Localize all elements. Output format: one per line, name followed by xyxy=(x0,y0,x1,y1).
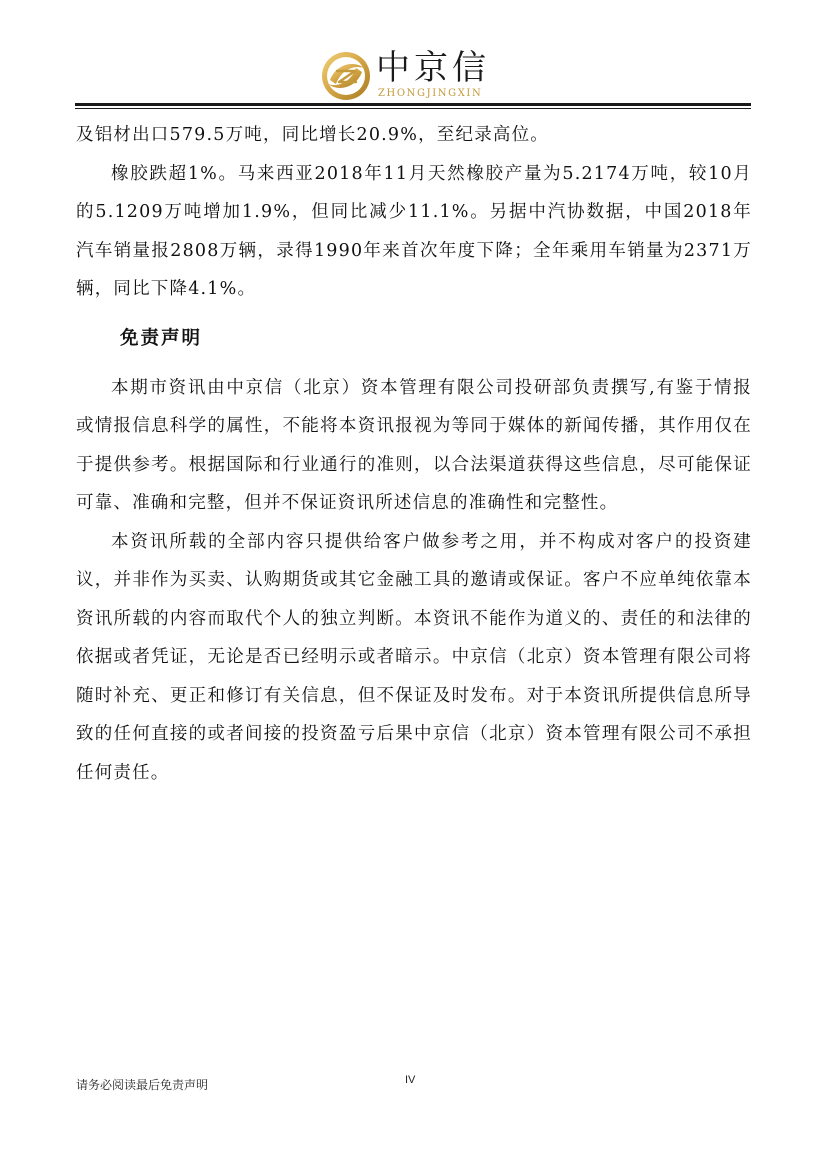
footer-disclaimer-note: 请务必阅读最后免责声明 xyxy=(76,1078,209,1092)
header-rule-thin xyxy=(75,108,751,109)
company-logo xyxy=(320,46,520,102)
logo-english-text: ZHONGJINGXIN xyxy=(378,88,483,99)
company-logo-icon xyxy=(320,50,372,102)
document-body xyxy=(76,116,752,792)
page-header xyxy=(0,0,827,110)
page-number: IV xyxy=(405,1074,416,1086)
disclaimer-heading: 免责声明 xyxy=(120,327,203,349)
disclaimer-paragraph-1: 本期市资讯由中京信（北京）资本管理有限公司投研部负责撰写,有鉴于情报或情报信息科学的属性，不能将本资讯报视为等同于媒体的新闻传播，其作用仅在于提供参考。根据国际和行业通行的准则，以合法渠道获得这些信息，尽可能保证可靠、准确和完整，但并不保证资讯所述信息的准确性和完整性。 xyxy=(76,377,752,513)
aluminum-export-paragraph: 及铝材出口579.5万吨，同比增长20.9%，至纪录高位。 xyxy=(76,125,549,145)
header-rule-thick xyxy=(75,103,751,106)
rubber-market-paragraph: 橡胶跌超1%。马来西亚2018年11月天然橡胶产量为5.2174万吨，较10月的5.1209万吨增加1.9%，但同比减少11.1%。另据中汽协数据，中国2018年汽车销量报2808万辆，录得1990年来首次年度下降；全年乘用车销量为2371万辆，同比下降4.1%。 xyxy=(76,163,752,299)
disclaimer-paragraph-2: 本资讯所载的全部内容只提供给客户做参考之用，并不构成对客户的投资建议，并非作为买卖、认购期货或其它金融工具的邀请或保证。客户不应单纯依靠本资讯所载的内容而取代个人的独立判断。本资讯不能作为道义的、责任的和法律的依据或者凭证，无论是否已经明示或者暗示。中京信（北京）资本管理有限公司将随时补充、更正和修订有关信息，但不保证及时发布。对于本资讯所提供信息所导致的任何直接的或者间接的投资盈亏后果中京信（北京）资本管理有限公司不承担任何责任。 xyxy=(76,531,752,783)
logo-chinese-text: 中京信 xyxy=(376,48,490,88)
